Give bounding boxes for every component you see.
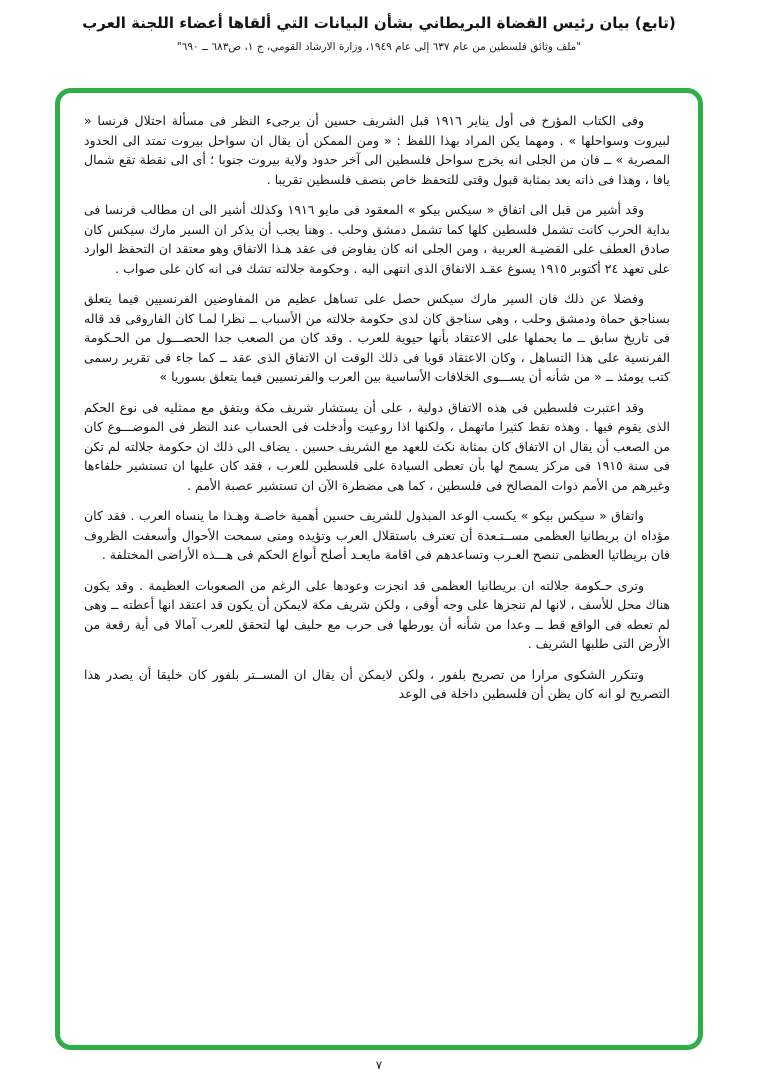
document-source-citation: "ملف وثائق فلسطين من عام ٦٣٧ إلى عام ١٩٤٩، وزارة الارشاد القومي، ج ١، ص٦٨٣ ــ ٦٩٠": [176, 41, 582, 53]
paragraph: وترى حـكومة جلالته ان بريطانيا العظمى قد انجزت وعودها على الرغم من الصعوبات العظيمة . وقد يكون هناك محل للأسف ، لانها لم تنجزها على وجه أوفى ، ولكن شريف مكة لايمكن أن يكون قد اعتقد انها أعطته ــ وهى لم تعطه فى الواقع قط ــ وعدا من شأنه أن يورطها فى حرب مع حليف لها لتحقق للعرب آمالا فى أية رقعة من الأرض التى طلبها الشريف .: [84, 577, 670, 651]
paragraph: وفضلا عن ذلك فان السير مارك سيكس حصل على تساهل عظيم من المفاوضين الفرنسيين فيما يتعلق بسناجق حماة ودمشق وحلب ، وهى سناجق كان لدى حكومة جلالته من الأسباب ــ نظرا لمـا كان الفاروقى قد قاله فى تاريخ سابق ــ ما يحملها على الاعتقاد بأنها حيوية للعرب . وقد كان من الصعب جدا الحصـــول من الحـكومة الفرنسية على هذا التساهل ، وكان الاعتقاد قويا فى ذلك الوقت ان الاتفاق الذى عقد ــ كما جاء فى تقرير رسمى كتب يومئذ ــ « من شأنه أن يســـوى الخلافات الأساسية بين العرب والفرنسيين فيما يتعلق بسوريا »: [84, 291, 670, 384]
body-frame: [55, 88, 703, 1050]
page-footer: [0, 1058, 758, 1072]
paragraph: وتتكرر الشكوى مرارا من تصريح بلفور ، ولكن لايمكن أن يقال ان المســتر بلفور كان خليقا أن يصدر هذا التصريح لو انه كان يظن أن فلسطين داخلة فى الوعد: [84, 666, 670, 701]
body-text: [84, 111, 670, 704]
document-header: [0, 0, 758, 53]
document-title: (تابع) بيان رئيس القضاة البريطاني بشأن البيانات التي ألقاها أعضاء اللجنة العرب: [82, 14, 676, 32]
paragraph: وقد أشير من قبل الى اتفاق « سيكس بيكو » المعقود فى مايو ١٩١٦ وكذلك أشير الى ان مطالب فرنسا فى بداية الحرب كانت تشمل فلسطين كلها كما تشمل دمشق وحلب . وهنا يجب أن يذكر ان السير مارك سيكس كان صادق العطف على القضيـة العربية ، ومن الجلى انه كان يفاوض فى عقد هـذا الاتفاق وهو معتقد ان التحفظ الوارد على تعهد ٢٤ أكتوبر ١٩١٥ يسوغ عقـد الاتفاق الذى انتهى اليه . وحكومة جلالته تشك فى انه كان على صواب .: [84, 202, 670, 276]
paragraph: واتفاق « سيكس بيكو » يكسب الوعد المبذول للشريف حسين أهمية خاصـة وهـذا ما ينساه العرب . فقد كان مؤداه ان بريطانيا العظمى مســتـعدة أن تعترف باستقلال العرب وتؤيده ومتى سمحت الأحوال وأسعفت الظروف فان بريطاتيا العظمى تنصح العـرب وتساعدهم فى اقامة مايعـد أصلح أنواع الحكم فى هـــذه الأراضى المختلفة .: [84, 508, 670, 562]
paragraph: وفى الكتاب المؤرخ فى أول يناير ١٩١٦ قبل الشريف حسين أن يرجىء النظر فى مسألة احتلال فرنسا « لبيروت وسواحلها » . ومهما يكن المراد بهذا اللفظ : « ومن الممكن أن يقال ان سواحل بيروت تمتد الى الحدود المصرية » ــ فان من الجلى انه يخرج سواحل فلسطين الى آخر حدود ولاية بيروت جنوبا ؛ أى الى نقطة تقع شمال يافا ، وهذا فى ذاته يعد بمثابة قبول وقتى للتحفظ خاص بنصف فلسطين تقريبا .: [84, 113, 670, 187]
page-number: ٧: [375, 1058, 383, 1072]
paragraph: وقد اعتبرت فلسطين فى هذه الاتفاق دولية ، على أن يستشار شريف مكة ويتفق مع ممثليه فى نوع الحكم الذى يقوم فيها . وهذه نقط كثيرا ماتهمل ، ولكنها اذا روعيت وأدخلت فى الحساب عند النظر فى الموضـــوع كان من الصعب أن يقال ان الاتفاق كان بمثابة نكث للعهد مع الشريف حسين . يضاف الى ذلك ان حكومة جلالته لم تكن فى سنة ١٩١٥ فى مركز يسمح لها بأن تعطى السيادة على فلسطين للعرب ، فقد كان عليها ان تستشير حلفاءها وغيرهم من الأمم ذوات المصالح فى فلسطين ، كما هى مضطرة الآن ان تستشير عصبة الأمم .: [84, 399, 670, 493]
